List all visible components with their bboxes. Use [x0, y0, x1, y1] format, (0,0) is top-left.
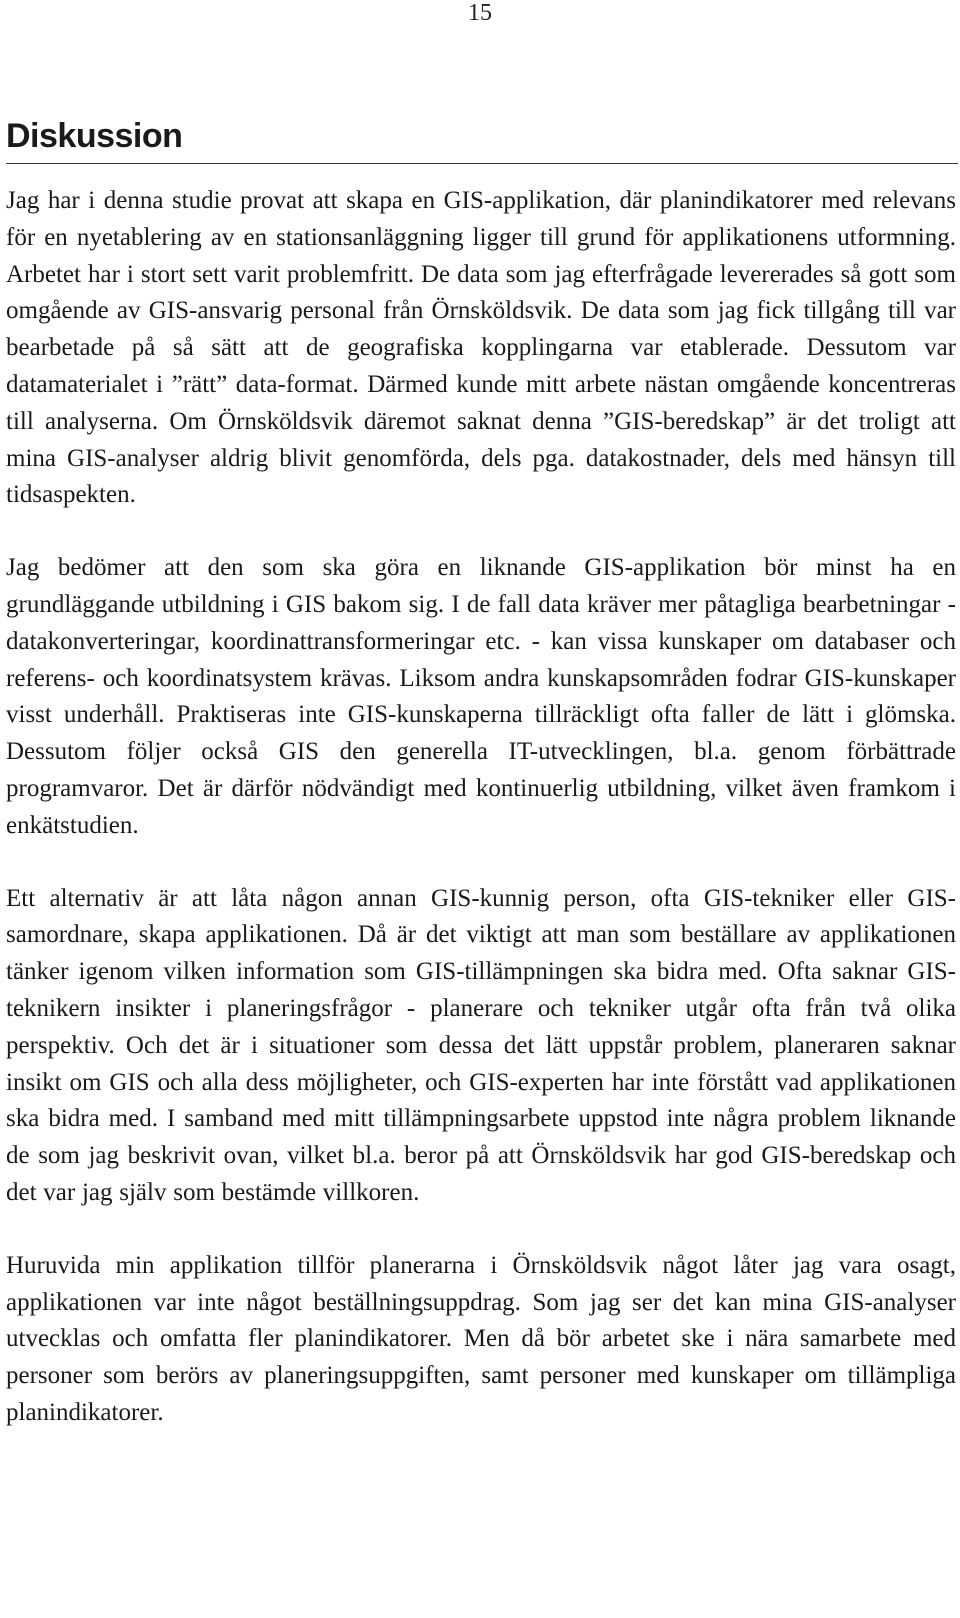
body-text: [6, 183, 956, 1468]
paragraph-1: Jag har i denna studie provat att skapa en GIS-applikation, där planindikatorer med relevans för en nyetablering av en stationsanläggning ligger till grund för applikationens utformning. Arbetet har i stort sett varit problemfritt. De data som jag efterfrågade levererades så gott som omgående av GIS-ansvarig personal från Örnsköldsvik. De data som jag fick tillgång till var bearbetade på så sätt att de geografiska kopplingarna var etablerade. Dessutom var datamaterialet i ”rätt” data-format. Därmed kunde mitt arbete nästan omgående koncentreras till analyserna. Om Örnsköldsvik däremot saknat denna ”GIS-beredskap” är det troligt att mina GIS-analyser aldrig blivit genomförda, dels pga. datakostnader, dels med hänsyn till tidsaspekten.: [6, 187, 956, 509]
page-number: 15: [468, 0, 492, 26]
heading-rule: [6, 163, 958, 164]
paragraph-3: Ett alternativ är att låta någon annan GIS-kunnig person, ofta GIS-tekniker eller GIS-samordnare, skapa applikationen. Då är det viktigt att man som beställare av applikationen tänker igenom vilken information som GIS-tillämpningen ska bidra med. Ofta saknar GIS-teknikern insikter i planeringsfrågor - planerare och tekniker utgår ofta från två olika perspektiv. Och det är i situationer som dessa det lätt uppstår problem, planeraren saknar insikt om GIS och alla dess möjligheter, och GIS-experten har inte förstått vad applikationen ska bidra med. I samband med mitt tillämpningsarbete uppstod inte några problem liknande de som jag beskrivit ovan, vilket bl.a. beror på att Örnsköldsvik har god GIS-beredskap och det var jag själv som bestämde villkoren.: [6, 884, 956, 1206]
paragraph-4: Huruvida min applikation tillför planerarna i Örnsköldsvik något låter jag vara osagt, applikationen var inte något beställningsuppdrag. Som jag ser det kan mina GIS-analyser utvecklas och omfatta fler planindikatorer. Men då bör arbetet ske i nära samarbete med personer som berörs av planeringsuppgiften, samt personer med kunskaper om tillämpliga planindikatorer.: [6, 1251, 956, 1426]
paragraph-2: Jag bedömer att den som ska göra en liknande GIS-applikation bör minst ha en grundläggande utbildning i GIS bakom sig. I de fall data kräver mer påtagliga bearbetningar - datakonverteringar, koordinattransformeringar etc. - kan vissa kunskaper om databaser och referens- och koordinatsystem krävas. Liksom andra kunskapsområden fodrar GIS-kunskaper visst underhåll. Praktiseras inte GIS-kunskaperna tillräckligt ofta faller de lätt i glömska. Dessutom följer också GIS den generella IT-utvecklingen, bl.a. genom förbättrade programvaror. Det är därför nödvändigt med kontinuerlig utbildning, vilket även framkom i enkätstudien.: [6, 554, 956, 839]
section-heading: Diskussion: [6, 117, 183, 155]
